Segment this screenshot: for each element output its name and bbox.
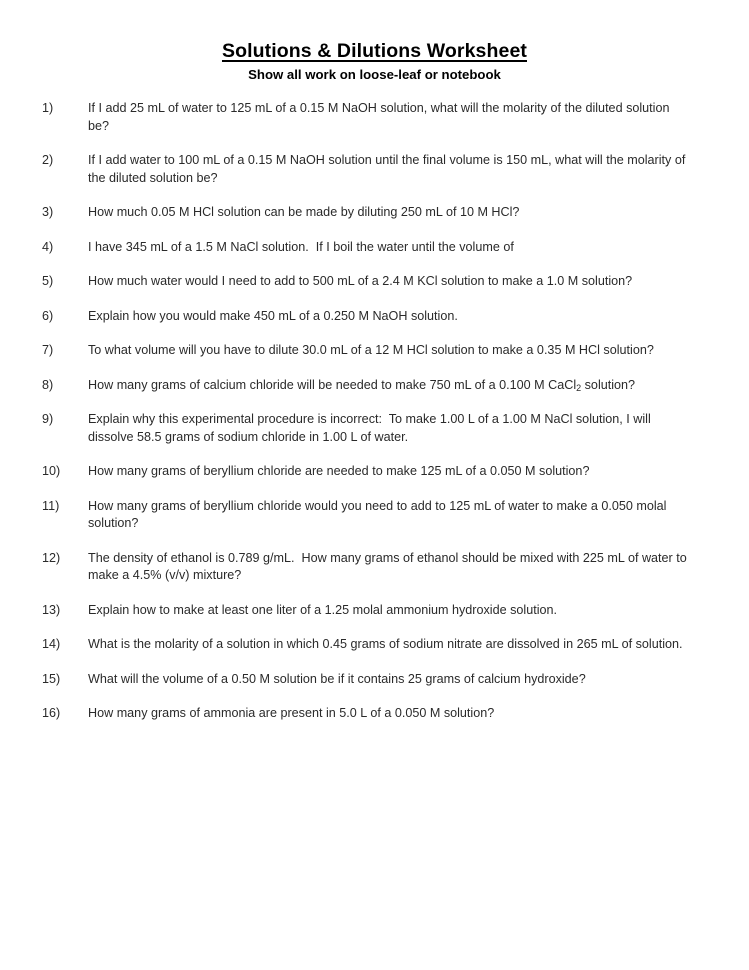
question-text: To what volume will you have to dilute 30.0 mL of a 12 M HCl solution to make a 0.35 M HCl solution? — [88, 343, 654, 357]
question-text: How many grams of beryllium chloride would you need to add to 125 mL of water to make a 0.050 molal solution? — [88, 498, 670, 530]
question-list — [0, 100, 749, 740]
question-text: How many grams of beryllium chloride are needed to make 125 mL of a 0.050 M solution? — [88, 464, 590, 478]
question-item — [0, 636, 749, 654]
question-number: 10) — [42, 464, 61, 478]
question-text: Explain why this experimental procedure is incorrect: To make 1.00 L of a 1.00 M NaCl solution, I will dissolve 58.5 grams of sodium chloride in 1.00 L of water. — [88, 412, 655, 444]
question-text: How much water would I need to add to 500 mL of a 2.4 M KCl solution to make a 1.0 M solution? — [88, 274, 633, 288]
question-number: 6) — [42, 308, 54, 323]
question-text: If I add water to 100 mL of a 0.15 M NaOH solution until the final volume is 150 mL, what will the molarity of the diluted solution be? — [88, 153, 689, 185]
question-text: What is the molarity of a solution in which 0.45 grams of sodium nitrate are dissolved in 265 mL of solution. — [88, 637, 683, 651]
question-text: Explain how to make at least one liter of a 1.25 molal ammonium hydroxide solution. — [88, 602, 558, 617]
page-subtitle: Show all work on loose-leaf or notebook — [248, 67, 501, 83]
question-number: 13) — [42, 602, 61, 617]
question-item — [0, 273, 749, 291]
question-number: 15) — [42, 671, 61, 686]
question-text: Explain how you would make 450 mL of a 0.250 M NaOH solution. — [88, 308, 458, 323]
question-item — [0, 705, 749, 723]
question-text: I have 345 mL of a 1.5 M NaCl solution. If I boil the water until the volume of — [88, 239, 514, 254]
question-item — [0, 498, 749, 533]
question-item — [0, 100, 749, 135]
question-text: How much 0.05 M HCl solution can be made by diluting 250 mL of 10 M HCl? — [88, 205, 520, 219]
question-number: 8) — [42, 377, 54, 392]
question-item — [0, 152, 749, 187]
question-item — [0, 377, 749, 395]
question-number: 4) — [42, 239, 54, 254]
question-number: 2) — [42, 153, 54, 167]
question-number: 11) — [42, 498, 60, 513]
question-item — [0, 308, 749, 326]
question-item — [0, 239, 749, 257]
question-item — [0, 411, 749, 446]
question-number: 14) — [42, 637, 61, 651]
question-number: 12) — [42, 550, 61, 565]
question-item — [0, 602, 749, 620]
question-text: The density of ethanol is 0.789 g/mL. How many grams of ethanol should be mixed with 225 mL of water to make a 4.5% (v/v) mixture? — [88, 550, 691, 582]
question-number: 3) — [42, 205, 54, 219]
worksheet-header — [0, 0, 749, 83]
question-number: 7) — [42, 343, 54, 357]
question-number: 16) — [42, 706, 61, 720]
question-text: How many grams of ammonia are present in 5.0 L of a 0.050 M solution? — [88, 706, 495, 720]
question-item — [0, 204, 749, 222]
question-text: If I add 25 mL of water to 125 mL of a 0.15 M NaOH solution, what will the molarity of the diluted solution be? — [88, 101, 673, 133]
question-text: What will the volume of a 0.50 M solution be if it contains 25 grams of calcium hydroxide? — [88, 671, 586, 686]
question-item — [0, 463, 749, 481]
question-number: 5) — [42, 274, 54, 288]
page-title-text: Solutions & Dilutions Worksheet — [221, 40, 527, 62]
question-number: 9) — [42, 412, 54, 426]
page-title — [0, 40, 749, 62]
question-text: How many grams of calcium chloride will be needed to make 750 mL of a 0.100 M CaCl$_2$ solution? — [88, 377, 636, 393]
question-number: 1) — [42, 101, 54, 115]
question-item — [0, 671, 749, 689]
question-item — [0, 550, 749, 585]
question-item — [0, 342, 749, 360]
